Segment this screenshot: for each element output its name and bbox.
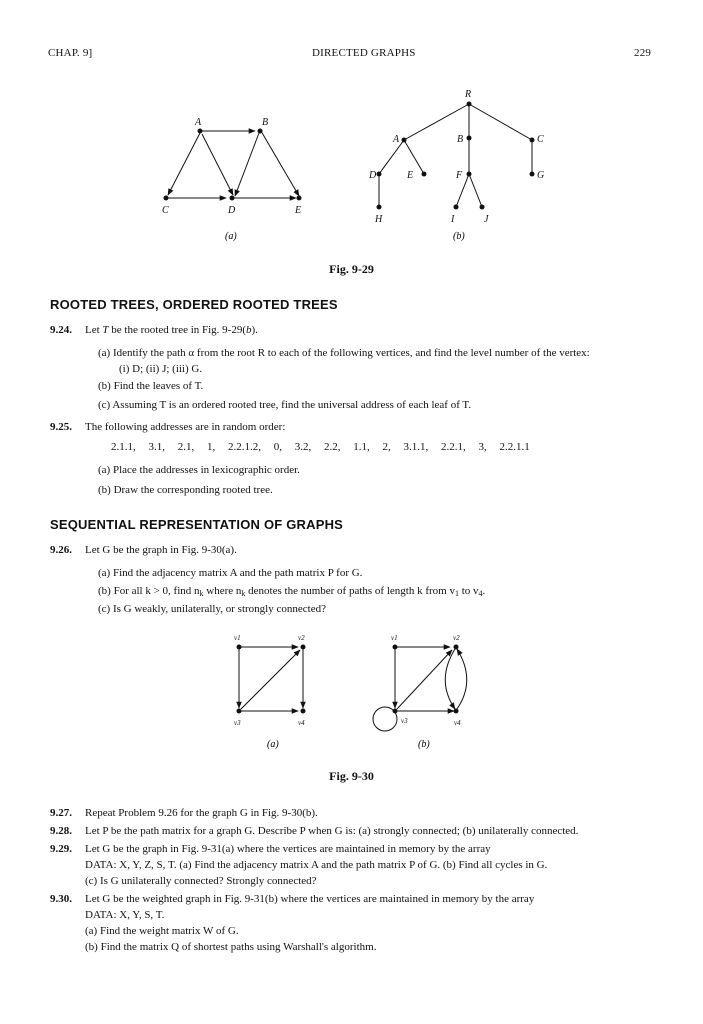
vertex-label: v1	[234, 634, 241, 642]
node-b-G	[530, 172, 535, 177]
problem-9-30-line: Let G be the weighted graph in Fig. 9-31(b) where the vertices are maintained in memory by the array	[85, 893, 535, 905]
node-b-J	[480, 205, 485, 210]
vertex-label: v3	[234, 719, 241, 727]
fig30-b-label: (b)	[418, 739, 430, 750]
node-b-E	[422, 172, 427, 177]
address: 2,	[382, 441, 391, 453]
node-b-label: G	[537, 170, 545, 181]
node-b-I	[454, 205, 459, 210]
problem-9-25-a: (a) Place the addresses in lexicographic order.	[98, 464, 300, 476]
address: 2.1,	[177, 441, 195, 453]
section-title-rooted-trees: ROOTED TREES, ORDERED ROOTED TREES	[50, 297, 338, 312]
problem-9-25-b: (b) Draw the corresponding rooted tree.	[98, 484, 273, 496]
address: 1.1,	[353, 441, 370, 453]
vertex-label: v4	[298, 719, 305, 727]
problem-9-26-intro: Let G be the graph in Fig. 9-30(a).	[85, 544, 237, 556]
node-a-label: D	[228, 205, 236, 216]
problem-9-28-text: Let P be the path matrix for a graph G. Describe P when G is: (a) strongly connected; (b) unilaterally connected.	[85, 825, 579, 837]
problem-9-26-b: (b) For all k > 0, find $n_k$ where $n_k$ denotes the number of paths of length k from $v_1$ to $v_4$.	[98, 585, 486, 598]
node-b-label: J	[484, 214, 489, 225]
problem-9-24-c: (c) Assuming T is an ordered rooted tree, find the universal address of each leaf of T.	[98, 399, 472, 411]
problem-number: 9.24.	[50, 324, 72, 336]
problem-9-29-line: DATA: X, Y, Z, S, T. (a) Find the adjacency matrix A and the path matrix P of G. (b) Find all cycles in G.	[85, 859, 548, 871]
node-a-D	[230, 196, 235, 201]
vertex-label: v3	[401, 717, 408, 725]
address: 2.1.1,	[111, 441, 136, 453]
address: 2.2.1,	[441, 441, 466, 453]
node-b-A	[402, 138, 407, 143]
problem-9-24-a: (a) Identify the path α from the root R to each of the following vertices, and find the level number of the vertex:	[98, 347, 590, 359]
node-b-label: D	[369, 170, 377, 181]
node-b-label: B	[457, 134, 464, 145]
fig29-caption: Fig. 9-29	[329, 262, 374, 276]
node-a-label: C	[162, 205, 169, 216]
problem-number: 9.25.	[50, 421, 72, 433]
header-title: DIRECTED GRAPHS	[312, 47, 416, 59]
node-b-R	[467, 102, 472, 107]
address: 2.2,	[324, 441, 341, 453]
node-a-label: E	[295, 205, 302, 216]
problem-9-30-line: (b) Find the matrix Q of shortest paths using Warshall's algorithm.	[85, 941, 377, 953]
address-list	[111, 441, 540, 453]
address: 0,	[273, 441, 282, 453]
address: 3.1,	[148, 441, 165, 453]
problem-9-29-line: Let G be the graph in Fig. 9-31(a) where the vertices are maintained in memory by the array	[85, 843, 491, 855]
address: 3,	[478, 441, 487, 453]
section-title-sequential-representation: SEQUENTIAL REPRESENTATION OF GRAPHS	[50, 517, 344, 532]
node-b-D	[377, 172, 382, 177]
graph-30b	[373, 647, 467, 731]
graph-a	[167, 131, 299, 198]
tree-b	[379, 104, 532, 207]
node-b-C	[530, 138, 535, 143]
fig30-caption: Fig. 9-30	[329, 769, 374, 783]
problem-number: 9.28.	[50, 825, 72, 837]
node-b-label: R	[465, 89, 472, 100]
problem-9-24-a-items: (i) D; (ii) J; (iii) G.	[119, 363, 203, 375]
problem-9-30-line: (a) Find the weight matrix W of G.	[85, 925, 239, 937]
node-b-F	[467, 172, 472, 177]
problem-number: 9.26.	[50, 544, 72, 556]
problem-number: 9.30.	[50, 893, 72, 905]
address: 3.1.1,	[403, 441, 429, 453]
vertex-label: v1	[391, 634, 398, 642]
vertex-label: v4	[454, 719, 461, 727]
node-b-label: C	[537, 134, 544, 145]
problem-9-24-b: (b) Find the leaves of T.	[98, 380, 204, 392]
vertex-label: v2	[453, 634, 460, 642]
header-chapter: CHAP. 9]	[48, 47, 93, 59]
address: 3.2,	[294, 441, 312, 453]
address: 1,	[207, 441, 216, 453]
node-a-C	[164, 196, 169, 201]
node-b-label: F	[456, 170, 463, 181]
node-b-B	[467, 136, 472, 141]
fig29-a-label: (a)	[225, 231, 237, 242]
node-b-label: I	[451, 214, 455, 225]
node-b-label: E	[407, 170, 414, 181]
figure-9-30	[0, 625, 703, 755]
problem-9-26-a: (a) Find the adjacency matrix A and the path matrix P for G.	[98, 567, 363, 579]
problem-number: 9.29.	[50, 843, 72, 855]
figure-9-29	[0, 0, 703, 260]
node-b-label: H	[375, 214, 383, 225]
node-b-H	[377, 205, 382, 210]
address: 2.2.1.1	[499, 441, 530, 453]
vertex-label: v2	[298, 634, 305, 642]
problem-9-25-intro: The following addresses are in random order:	[85, 421, 286, 433]
node-a-A	[198, 129, 203, 134]
problem-number: 9.27.	[50, 807, 72, 819]
node-a-label: B	[262, 117, 269, 128]
graph-30a	[239, 647, 303, 711]
problem-9-30-line: DATA: X, Y, S, T.	[85, 909, 165, 921]
fig30-a-label: (a)	[267, 739, 279, 750]
node-a-E	[297, 196, 302, 201]
node-b-label: A	[393, 134, 400, 145]
problem-9-26-c: (c) Is G weakly, unilaterally, or strongly connected?	[98, 603, 326, 615]
address: 2.2.1.2,	[228, 441, 261, 453]
problem-9-29-line: (c) Is G unilaterally connected? Strongly connected?	[85, 875, 317, 887]
node-a-label: A	[195, 117, 202, 128]
problem-9-27-text: Repeat Problem 9.26 for the graph G in Fig. 9-30(b).	[85, 807, 318, 819]
node-a-B	[258, 129, 263, 134]
header-page-number: 229	[634, 47, 652, 59]
problem-9-24-intro: Let T be the rooted tree in Fig. 9-29(b).	[85, 324, 258, 336]
fig29-b-label: (b)	[453, 231, 465, 242]
